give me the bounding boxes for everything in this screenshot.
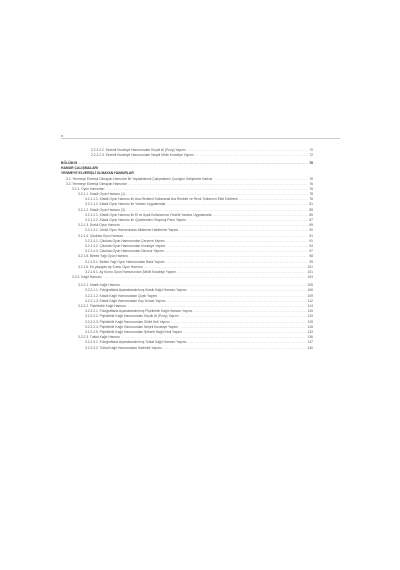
toc-entry[interactable] (61, 275, 313, 280)
toc-leader-dots (121, 224, 309, 228)
toc-leader-dots (158, 295, 306, 299)
toc-entry-page: 114 (307, 304, 313, 309)
toc-entry-title: 3.2.2.3. Tutkal Kağıt Hamuru (78, 335, 120, 340)
toc-entry[interactable] (61, 269, 313, 274)
toc-leader-dots (165, 261, 308, 265)
toc-entry-page: 70 (309, 147, 313, 152)
toc-entry-page: 91 (309, 233, 313, 238)
toc-entry-title: 3.2.2.1. Klasik Kağıt Hamuru (78, 283, 120, 288)
toc-entry-title: 3.2.1.1.2. Klasik Oyun Hamuru ile Yaratıcı Uygulamalar (85, 202, 166, 207)
toc-leader-dots (126, 209, 308, 213)
toc-leader-dots (105, 188, 308, 192)
toc-entry-page: 89 (309, 223, 313, 228)
toc-entry-title: 3.2.1.2. Klasik Oyun Hamuru (2) (78, 207, 126, 212)
toc-entry-page: 76 (309, 186, 313, 191)
toc-entry-page: 106 (307, 288, 313, 293)
toc-entry[interactable] (61, 314, 313, 319)
toc-entry-page: 78 (309, 192, 313, 197)
toc-entry-title: 3.2.2.2.4. Pişirilebilir Kağıt Hamurundan Neşeli Kurabiye Yapımı (85, 324, 179, 329)
toc-entry-page: 87 (309, 218, 313, 223)
toc-entry[interactable] (61, 335, 313, 340)
toc-leader-dots (180, 315, 307, 319)
toc-leader-dots (166, 245, 308, 249)
toc-entry[interactable] (61, 197, 313, 202)
toc-leader-dots (179, 326, 306, 330)
toc-entry-page: 76 (309, 176, 313, 181)
toc-entry-title: 3.2.1.1.1. Klasik Oyun Hamuru ile Ana Renkleri Kullanarak Ara Renkler ve Renk Tonlarının Elde Edilmesi (85, 197, 238, 202)
toc-entry-title: 3.2.2.2.1. Fotoğraflarla Aşamalandırılmış Pişirilebilir Kağıt Hamuru Yapımı (85, 309, 193, 314)
toc-entry[interactable] (61, 217, 313, 222)
toc-entry-title: 3.2.1.2.1. Klasik Oyun Hamuru ile El ve Ayak Kullanımına Yönelik Yaratıcı Uygulamalar (85, 212, 212, 217)
toc-entry[interactable] (61, 254, 313, 259)
toc-entry-page: 76 (309, 181, 313, 186)
toc-leader-dots (78, 162, 308, 166)
toc-leader-dots (127, 305, 307, 309)
toc-leader-dots (103, 276, 307, 280)
toc-entry-page: 97 (309, 249, 313, 254)
toc-entry-title: 3.2.2.3.1. Fotoğraflarla Aşamalandırılmış Tutkal Kağıt Hamuru Yapımı (85, 340, 187, 345)
toc-leader-dots (239, 198, 309, 202)
toc-entry-title: 3.2.1.4. Çikolata Oyun Hamuru (78, 233, 124, 238)
toc-entry-page: 104 (307, 275, 313, 280)
toc-entry-page: 115 (307, 309, 313, 314)
toc-leader-dots (166, 240, 309, 244)
toc-entry[interactable] (61, 264, 313, 269)
toc-entry-title: 3.2.2. Kağıt Hamuru (72, 275, 102, 280)
toc-entry[interactable] (61, 319, 313, 324)
toc-leader-dots (187, 149, 309, 153)
toc-entry-title: 3.2.1.1. Klasik Oyun Hamuru (1) (78, 192, 126, 197)
toc-entry[interactable] (61, 181, 313, 186)
toc-entry-page: 105 (307, 283, 313, 288)
toc-entry[interactable] (61, 340, 313, 345)
toc-entry[interactable] (61, 233, 313, 238)
toc-entry-title: 3.2.2.3.2. Tutkal Kağıt Hamurundan Kalemlik Yapımı (85, 345, 162, 350)
toc-entry-title: 3.2.1.5.1. Bebek Yağı Oyun Hamurundan Balık Yapımı (85, 259, 165, 264)
toc-entry-title: 3.2. Yenmeye Elverişli Olmayan Hamurlar (66, 181, 127, 186)
toc-entry-page: 85 (309, 207, 313, 212)
toc-entry-title: 3.2.2.1.2. Klasik Kağıt Hamurundan Çiçek Yapımı (85, 293, 158, 298)
toc-entry[interactable] (61, 212, 313, 217)
toc-entry[interactable] (61, 259, 313, 264)
toc-entry-page: 90 (309, 228, 313, 233)
toc-leader-dots (126, 193, 308, 197)
toc-leader-dots (167, 203, 309, 207)
toc-entry-page: 78 (309, 197, 313, 202)
toc-entry-title: 3.2.1.3. Ürekli Oyun Hamuru (78, 223, 120, 228)
toc-entry-page: 99 (309, 259, 313, 264)
toc-entry[interactable] (61, 223, 313, 228)
toc-leader-dots (121, 284, 307, 288)
toc-entry-title: 3.2.1.3.1. Ürekli Oyun Hamurundan Alfabenin Harflerinin Yapımı (85, 228, 179, 233)
toc-entry-title: 3.2.1.4.3. Çikolata Oyun Hamurundan Dinozor Yapımı (85, 249, 164, 254)
toc-leader-dots (177, 271, 306, 275)
toc-entry-page: 140 (307, 345, 313, 350)
toc-entry[interactable] (61, 186, 313, 191)
toc-leader-dots (187, 219, 308, 223)
toc-entry-title: 3.2.1. Oyun Hamurları (72, 186, 105, 191)
toc-entry-page: 91 (309, 238, 313, 243)
toc-entry-title: 2.2.2.2.3. Sevimli Kurabiye Hamurundan Neşeli Minik Kurabiye Yapımı (91, 152, 194, 157)
toc-leader-dots (193, 310, 306, 314)
toc-entry-page: 136 (307, 335, 313, 340)
toc-entry-page: 119 (307, 314, 313, 319)
toc-entry-title: 3.2.1.4.1. Çikolata Oyun Hamurundan Çerçeve Yapımı (85, 238, 165, 243)
toc-entry-title: 3.2.1.6.1. Ay Kumu Oyun Hamurundan Şekilli Kurabiye Yapımı (85, 269, 177, 274)
toc-leader-dots (213, 214, 309, 218)
toc-entry[interactable] (61, 293, 313, 298)
toc-entry[interactable] (61, 176, 313, 181)
toc-leader-dots (144, 266, 307, 270)
toc-entry[interactable] (61, 288, 313, 293)
toc-entry-title: 3.2.1.5. Bebek Yağı Oyun Hamuru (78, 254, 129, 259)
toc-entry-title: 3.2.2.2. Pişirilebilir Kağıt Hamuru (78, 304, 127, 309)
toc-entry[interactable] (61, 329, 313, 334)
toc-entry-title: 3.1. Yenmeye Elverişli Olmayan Hamurlar İle Yapılabilecek Çalışmaların Çocuğun Gelişimine Katkısı (66, 176, 213, 181)
toc-entry-page: 76 (309, 160, 313, 165)
toc-entry[interactable] (61, 152, 313, 157)
page-number: x (61, 133, 63, 138)
toc-entry-page: 133 (307, 329, 313, 334)
toc-leader-dots (124, 235, 308, 239)
toc-entry-title: YENMEYE ELVERİŞLİ OLMAYAN HAMURLAR (61, 171, 134, 176)
table-of-contents (61, 147, 313, 350)
toc-leader-dots (213, 178, 308, 182)
toc-leader-dots (162, 347, 306, 351)
toc-leader-dots (187, 341, 306, 345)
toc-leader-dots (128, 183, 308, 187)
toc-entry[interactable] (61, 298, 313, 303)
toc-entry-page: 101 (307, 269, 313, 274)
toc-entry-title: 2.2.2.2.2. Sevimli Kurabiye Hamurundan Küçük Al (Pony) Yapımı (91, 147, 186, 152)
toc-entry-page: 98 (309, 254, 313, 259)
toc-leader-dots (183, 331, 306, 335)
toc-entry-page: 137 (307, 340, 313, 345)
toc-entry[interactable] (61, 309, 313, 314)
toc-entry-page: 112 (307, 298, 313, 303)
toc-leader-dots (187, 289, 306, 293)
toc-leader-dots (179, 229, 308, 233)
toc-entry[interactable] (61, 207, 313, 212)
toc-entry[interactable] (61, 303, 313, 308)
toc-entry-title: BÖLÜM III (61, 160, 78, 165)
toc-leader-dots (121, 336, 307, 340)
toc-entry-page: 72 (309, 152, 313, 157)
toc-entry[interactable] (61, 192, 313, 197)
toc-entry-title: 3.2.1.4.2. Çikolata Oyun Hamurundan Kurabiye Yapımı (85, 243, 166, 248)
toc-entry-title: 3.2.1.2.2. Klasik Oyun Hamuru ile Çiçeklerden Oluşmuş Pano Yapımı (85, 218, 187, 223)
toc-entry[interactable] (61, 160, 313, 165)
toc-entry-page: 109 (307, 293, 313, 298)
toc-entry-title: 3.2.2.2.5. Pişirilebilir Kağıt Hamurundan Şekerle Bağlı Kedi Yapımı (85, 329, 183, 334)
toc-entry-title: 3.2.2.1.1. Fotoğraflarla Aşamalandırılmış Klasik Kağıt Hamuru Yapımı (85, 288, 187, 293)
toc-entry-page: 94 (309, 243, 313, 248)
toc-entry-title: HAMUR ÇALIŞMALARI (61, 166, 98, 171)
toc-entry[interactable] (61, 345, 313, 350)
toc-entry[interactable] (61, 243, 313, 248)
toc-leader-dots (166, 300, 306, 304)
toc-entry[interactable] (61, 283, 313, 288)
toc-entry-title: 3.2.2.2.3. Pişirilebilir Kağıt Hamurundan Sihirli Kek Yapımı (85, 319, 170, 324)
toc-entry[interactable] (61, 238, 313, 243)
toc-entry-title: 3.2.1.6. En yaşayan Ay Kumu Oyun Hamuru (78, 264, 143, 269)
toc-leader-dots (129, 255, 308, 259)
toc-entry[interactable] (61, 249, 313, 254)
toc-entry-title: 3.2.2.1.3. Klasik Kağıt Hamurundan Kuş Yuvası Yapımı (85, 298, 166, 303)
toc-leader-dots (165, 250, 309, 254)
toc-entry-page: 128 (307, 324, 313, 329)
toc-entry[interactable] (61, 147, 313, 152)
toc-leader-dots (171, 321, 307, 325)
toc-entry-title: 3.2.2.2.2. Pişirilebilir Kağıt Hamurundan Küçük At (Pony) Yapımı (85, 314, 179, 319)
toc-entry-page: 81 (309, 202, 313, 207)
toc-entry-page: 101 (307, 264, 313, 269)
toc-leader-dots (195, 154, 308, 158)
header-rule (61, 138, 340, 139)
toc-entry[interactable] (61, 228, 313, 233)
toc-entry-page: 125 (307, 319, 313, 324)
toc-entry-page: 85 (309, 212, 313, 217)
toc-entry[interactable] (61, 324, 313, 329)
toc-entry[interactable] (61, 202, 313, 207)
